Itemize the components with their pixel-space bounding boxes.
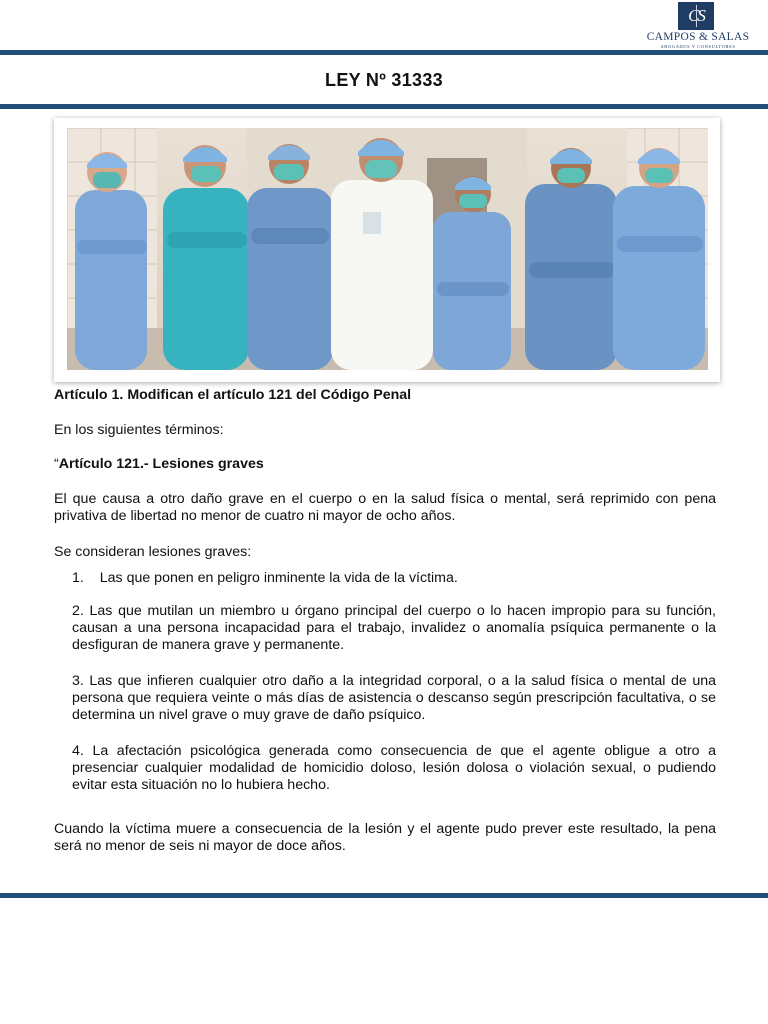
- list-item-text: La afectación psicológica generada como consecuencia de que el agente obligue a otro a presenciar cualquier modalidad de homicidio doloso, lesión dolosa o violación sexual, o pudiendo evitar esta situación no lo hubiera hecho.: [72, 743, 716, 793]
- list-item-text: Las que mutilan un miembro u órgano principal del cuerpo o lo hacen impropio para su función, causan a una persona incapacidad para el trabajo, invalidez o anomalía psíquica permanente o la desfiguran de manera grave y permanente.: [72, 603, 716, 653]
- list-item-4: [72, 743, 716, 794]
- list-item-number: 2.: [72, 603, 84, 619]
- brand-name: CAMPOS & SALAS: [646, 31, 750, 43]
- list-item-3: [72, 673, 716, 724]
- list-intro: Se consideran lesiones graves:: [54, 544, 252, 560]
- list-item-number: 4.: [72, 743, 84, 759]
- paragraph-1: El que causa a otro daño grave en el cuerpo o en la salud física o mental, será reprimido con pena privativa de libertad no menor de cuatro ni mayor de ocho años.: [54, 491, 716, 524]
- footer-rule: [0, 893, 768, 898]
- list-item-1: [72, 570, 716, 587]
- sub-heading: Artículo 121.- Lesiones graves: [58, 456, 264, 472]
- intro-text: En los siguientes términos:: [54, 422, 224, 438]
- brand-tagline: ABOGADOS Y CONSULTORES: [660, 44, 736, 49]
- closing-paragraph: Cuando la víctima muere a consecuencia de la lesión y el agente pudo prever este resultado, la pena será no menor de seis ni mayor de doce años.: [54, 821, 716, 854]
- list-item-number: 3.: [72, 673, 84, 689]
- page-title: LEY Nº 31333: [325, 70, 443, 90]
- list-item-text: Las que infieren cualquier otro daño a la integridad corporal, o a la salud física o mental de una persona que requiera veinte o más días de asistencia o descanso según prescripción facultativa, o se determina un nivel grave o muy grave de daño psíquico.: [72, 673, 716, 723]
- list-item-text: Las que ponen en peligro inminente la vida de la víctima.: [99, 570, 458, 586]
- header-rule-top: [0, 50, 768, 55]
- sub-heading-line: [54, 456, 716, 473]
- brand-monogram: CS: [678, 2, 714, 30]
- article-heading: Artículo 1. Modifican el artículo 121 del Código Penal: [54, 387, 412, 403]
- opening-quote: “: [54, 456, 59, 472]
- list-item-2: [72, 603, 716, 654]
- medical-staff-photo: [67, 128, 708, 370]
- header-rule-bottom: [0, 104, 768, 109]
- brand-logo: [636, 2, 760, 48]
- list-item-number: 1.: [72, 570, 84, 586]
